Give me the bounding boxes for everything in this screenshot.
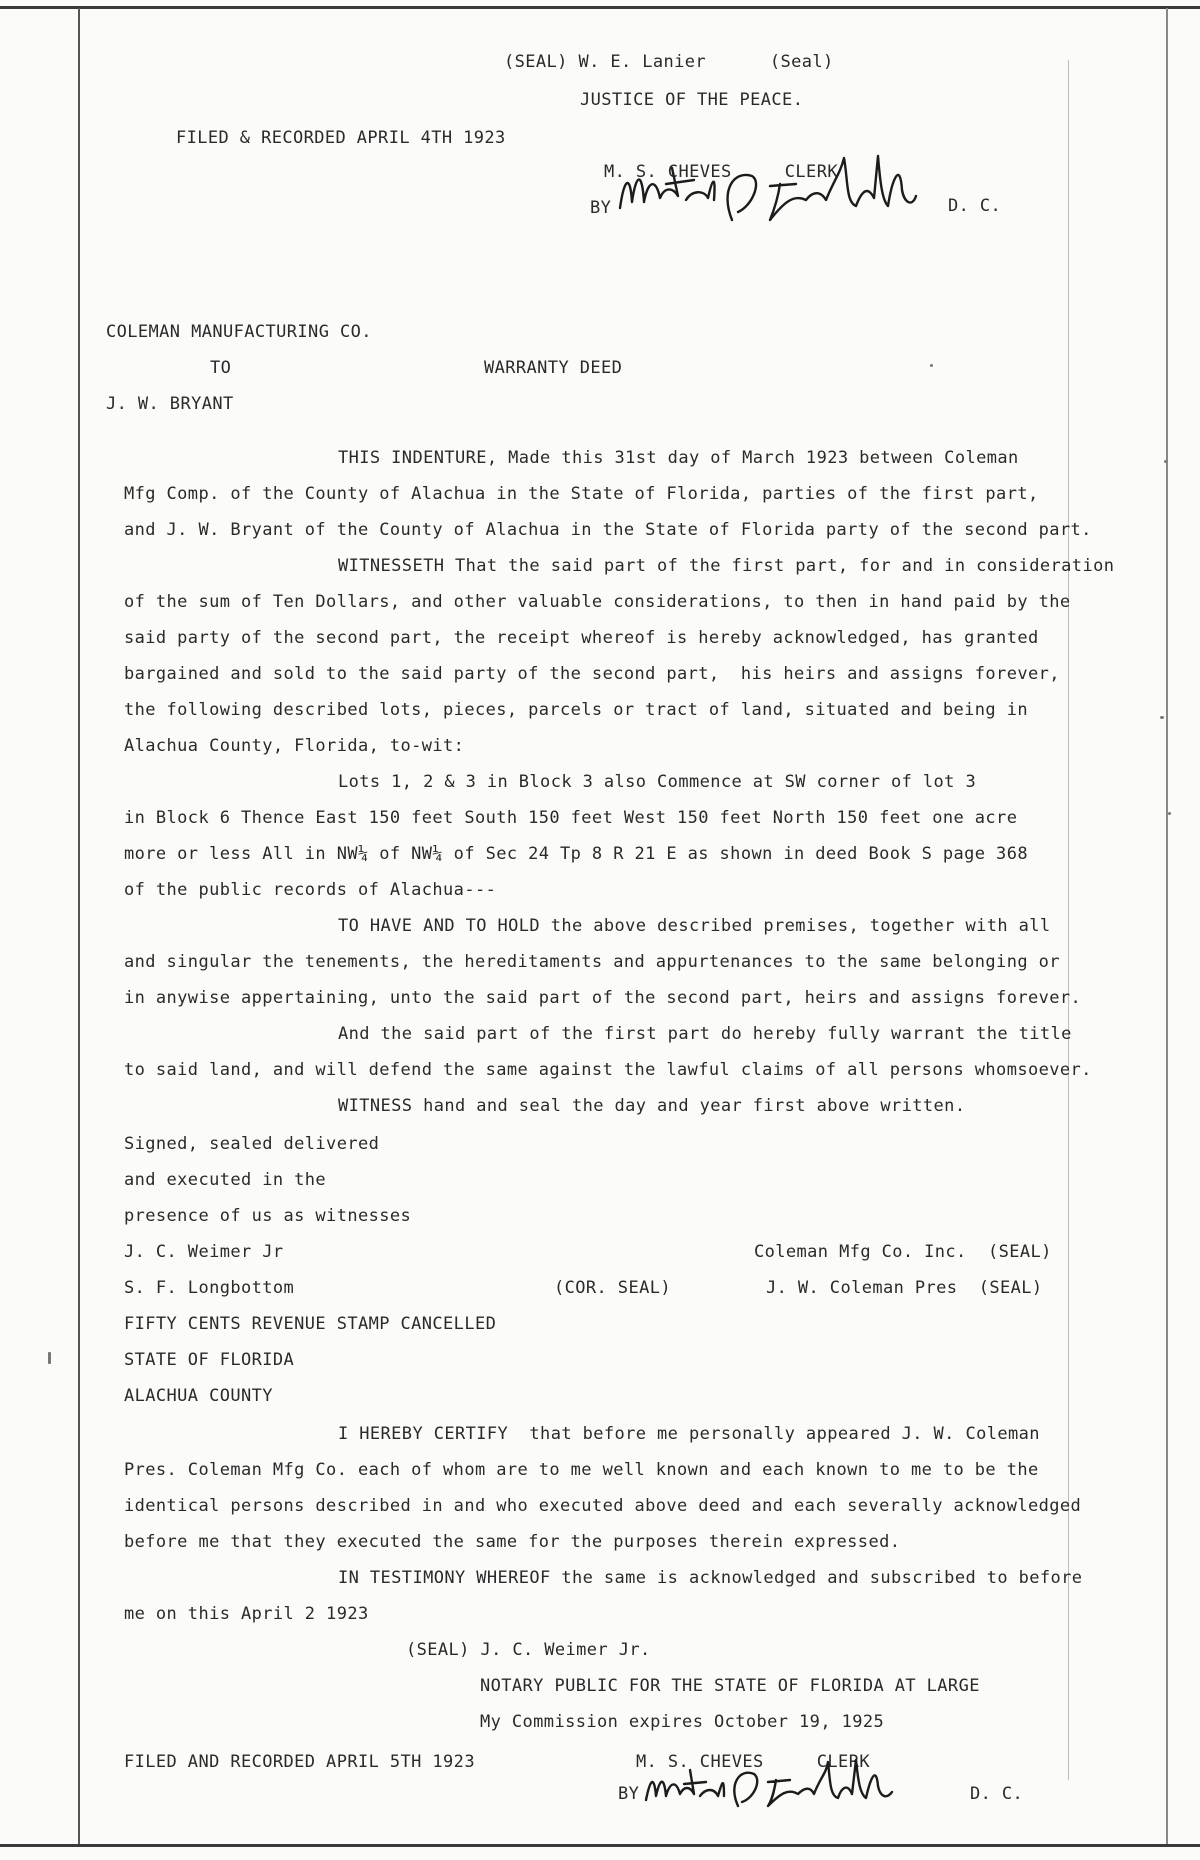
filed-recorded-top: FILED & RECORDED APRIL 4TH 1923 bbox=[176, 128, 506, 148]
body-line: THIS INDENTURE, Made this 31st day of March 1923 between Coleman bbox=[338, 448, 1019, 468]
justice-title: JUSTICE OF THE PEACE. bbox=[580, 90, 804, 110]
filed-recorded-bottom: FILED AND RECORDED APRIL 5TH 1923 bbox=[124, 1752, 475, 1772]
certificate-line: before me that they executed the same for the purposes therein expressed. bbox=[124, 1532, 901, 1552]
revenue-stamp: FIFTY CENTS REVENUE STAMP CANCELLED bbox=[124, 1314, 497, 1334]
top-border-line bbox=[0, 6, 1200, 9]
witness-2: S. F. Longbottom bbox=[124, 1278, 295, 1298]
to-label: TO bbox=[210, 358, 232, 378]
body-line: WITNESSETH That the said part of the first part, for and in consideration bbox=[338, 556, 1115, 576]
body-line: Alachua County, Florida, to-wit: bbox=[124, 736, 465, 756]
by-label-top: BY bbox=[590, 198, 612, 218]
notary-seal-line: (SEAL) J. C. Weimer Jr. bbox=[406, 1640, 651, 1660]
certificate-line: Pres. Coleman Mfg Co. each of whom are to me well known and each known to me to be the bbox=[124, 1460, 1039, 1480]
body-line: WITNESS hand and seal the day and year first above written. bbox=[338, 1096, 966, 1116]
corporate-seal: (COR. SEAL) bbox=[554, 1278, 671, 1298]
signed-line-1: Signed, sealed delivered bbox=[124, 1134, 380, 1154]
grantee-name: J. W. BRYANT bbox=[106, 394, 234, 414]
certificate-line: identical persons described in and who executed above deed and each severally acknowledged bbox=[124, 1496, 1082, 1516]
bottom-border-line bbox=[0, 1844, 1200, 1847]
body-line: Mfg Comp. of the County of Alachua in the State of Florida, parties of the first part, bbox=[124, 484, 1039, 504]
certificate-line: IN TESTIMONY WHEREOF the same is acknowledged and subscribed to before bbox=[338, 1568, 1083, 1588]
state-line: STATE OF FLORIDA bbox=[124, 1350, 295, 1370]
document-type: WARRANTY DEED bbox=[484, 358, 623, 378]
company-signature: Coleman Mfg Co. Inc. (SEAL) bbox=[754, 1242, 1052, 1262]
dc-bottom: D. C. bbox=[970, 1784, 1024, 1804]
body-line: to said land, and will defend the same against the lawful claims of all persons whomsoever. bbox=[124, 1060, 1092, 1080]
body-line: and J. W. Bryant of the County of Alachua in the State of Florida party of the second part. bbox=[124, 520, 1092, 540]
notary-commission: My Commission expires October 19, 1925 bbox=[480, 1712, 885, 1732]
body-line: Lots 1, 2 & 3 in Block 3 also Commence at SW corner of lot 3 bbox=[338, 772, 977, 792]
body-line: of the public records of Alachua--- bbox=[124, 880, 497, 900]
body-line: bargained and sold to the said party of the second part, his heirs and assigns forever, bbox=[124, 664, 1060, 684]
clerk-signature-bottom bbox=[640, 1756, 900, 1812]
certificate-line: I HEREBY CERTIFY that before me personally appeared J. W. Coleman bbox=[338, 1424, 1040, 1444]
body-line: And the said part of the first part do hereby fully warrant the title bbox=[338, 1024, 1072, 1044]
scan-speck bbox=[930, 364, 933, 367]
right-margin-line bbox=[1166, 8, 1168, 1846]
witness-1: J. C. Weimer Jr bbox=[124, 1242, 284, 1262]
by-label-bottom: BY bbox=[618, 1784, 640, 1804]
header-seal-line: (SEAL) W. E. Lanier (Seal) bbox=[504, 52, 834, 72]
grantor-name: COLEMAN MANUFACTURING CO. bbox=[106, 322, 372, 342]
certificate-line: me on this April 2 1923 bbox=[124, 1604, 369, 1624]
dc-top: D. C. bbox=[948, 196, 1002, 216]
body-line: of the sum of Ten Dollars, and other valuable considerations, to then in hand paid by the bbox=[124, 592, 1071, 612]
scan-speck bbox=[48, 1352, 51, 1364]
body-line: TO HAVE AND TO HOLD the above described premises, together with all bbox=[338, 916, 1051, 936]
body-line: and singular the tenements, the hereditaments and appurtenances to the same belonging or bbox=[124, 952, 1060, 972]
body-line: more or less All in NW¼ of NW¼ of Sec 24 Tp 8 R 21 E as shown in deed Book S page 368 bbox=[124, 844, 1028, 864]
president-signature: J. W. Coleman Pres (SEAL) bbox=[766, 1278, 1043, 1298]
clerk-line-top: M. S. CHEVES CLERK bbox=[604, 162, 838, 182]
left-margin-line bbox=[78, 8, 80, 1846]
signed-line-3: presence of us as witnesses bbox=[124, 1206, 412, 1226]
body-line: said party of the second part, the receipt whereof is hereby acknowledged, has granted bbox=[124, 628, 1039, 648]
signed-line-2: and executed in the bbox=[124, 1170, 327, 1190]
county-line: ALACHUA COUNTY bbox=[124, 1386, 273, 1406]
body-line: in anywise appertaining, unto the said part of the second part, heirs and assigns forever. bbox=[124, 988, 1082, 1008]
scan-speck bbox=[1168, 812, 1171, 815]
scan-speck bbox=[1160, 716, 1164, 719]
body-line: in Block 6 Thence East 150 feet South 150 feet West 150 feet North 150 feet one acre bbox=[124, 808, 1018, 828]
right-ruled-line bbox=[1068, 60, 1069, 1780]
clerk-signature-top bbox=[612, 150, 932, 232]
scan-speck bbox=[1164, 460, 1167, 463]
body-line: the following described lots, pieces, parcels or tract of land, situated and being in bbox=[124, 700, 1028, 720]
notary-title: NOTARY PUBLIC FOR THE STATE OF FLORIDA AT LARGE bbox=[480, 1676, 980, 1696]
clerk-line-bottom: M. S. CHEVES CLERK bbox=[636, 1752, 870, 1772]
